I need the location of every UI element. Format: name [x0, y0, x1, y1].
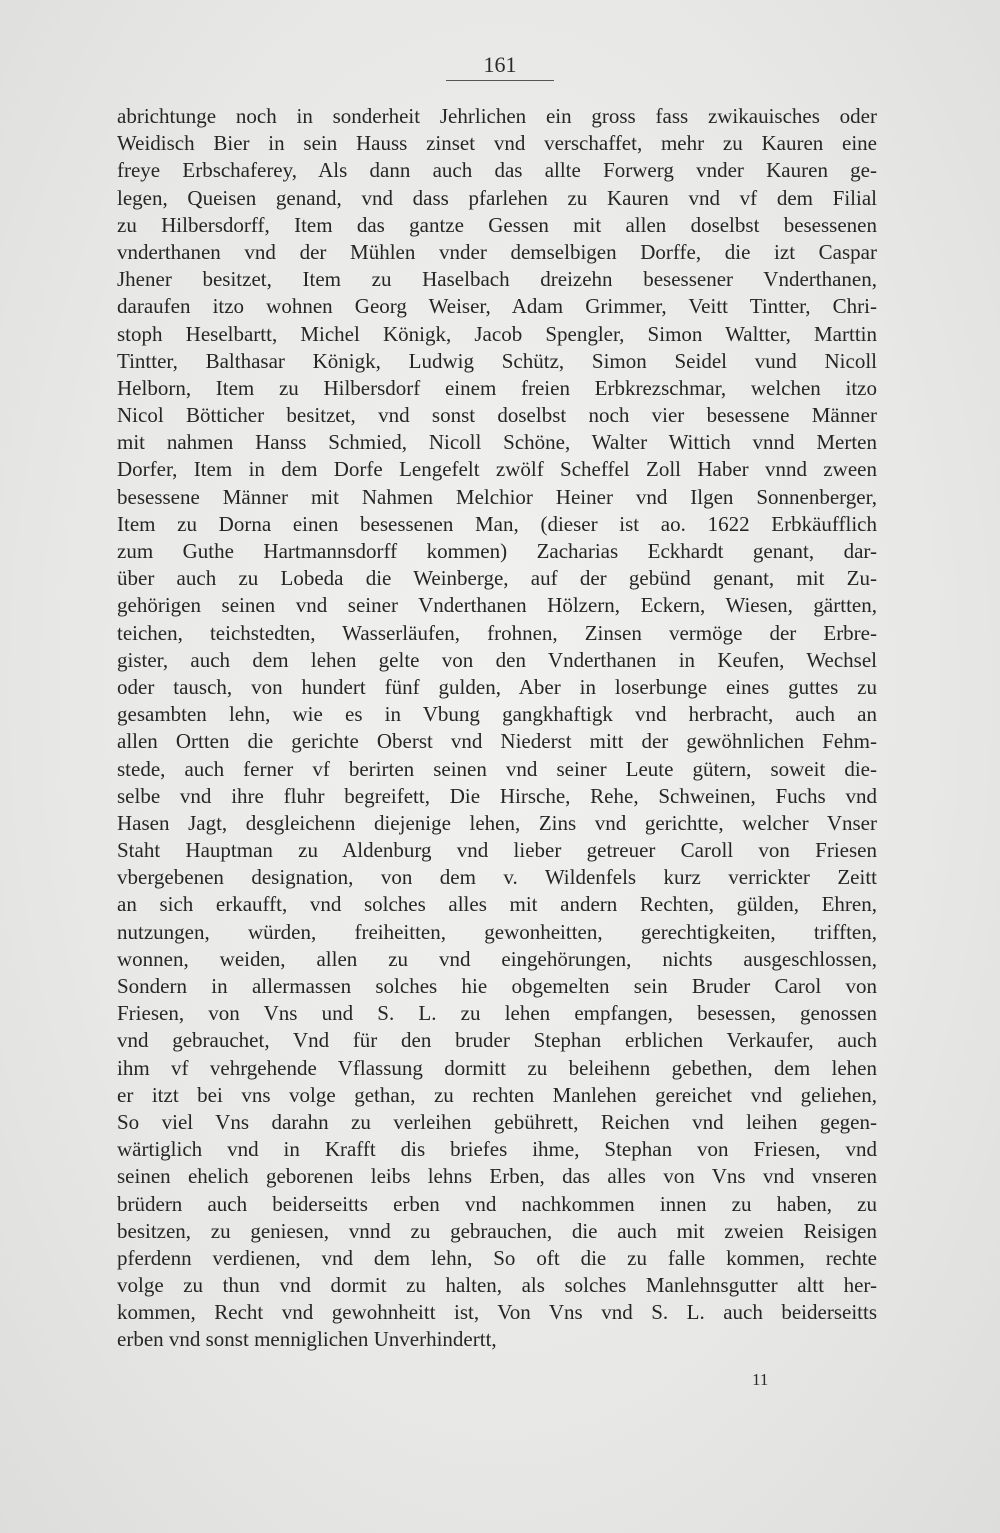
text-line: allen Ortten die gerichte Oberst vnd Niederst mitt der gewöhnlichen Fehm-	[117, 729, 877, 754]
text-line: Jhener besitzet, Item zu Haselbach dreizehn besessener Vnderthanen,	[117, 267, 877, 292]
text-line: daraufen itzo wohnen Georg Weiser, Adam Grimmer, Veitt Tintter, Chri-	[117, 294, 877, 319]
body-text	[117, 103, 877, 1354]
text-line: wonnen, weiden, allen zu vnd eingehörungen, nichts ausgeschlossen,	[117, 946, 877, 971]
text-line: zu Hilbersdorff, Item das gantze Gessen mit allen doselbst besessenen	[117, 212, 877, 237]
text-line: wärtiglich vnd in Krafft dis briefes ihme, Stephan von Friesen, vnd	[117, 1137, 877, 1162]
text-line: er itzt bei vns volge gethan, zu rechten Manlehen gereichet vnd geliehen,	[117, 1082, 877, 1107]
text-line: zum Guthe Hartmannsdorff kommen) Zacharias Eckhardt genant, dar-	[117, 539, 877, 563]
text-line: Tintter, Balthasar Königk, Ludwig Schütz, Simon Seidel vund Nicoll	[117, 348, 877, 373]
text-line: Dorfer, Item in dem Dorfe Lengefelt zwölf Scheffel Zoll Haber vnnd zween	[117, 457, 877, 482]
text-line: teichen, teichstedten, Wasserläufen, frohnen, Zinsen vermöge der Erbre-	[117, 620, 877, 645]
text-line: an sich erkaufft, vnd solches alles mit andern Rechten, gülden, Ehren,	[117, 892, 877, 917]
text-line: kommen, Recht vnd gewohnheitt ist, Von Vns vnd S. L. auch beiderseitts	[117, 1300, 877, 1325]
page-number: 161	[483, 52, 517, 77]
text-line: besitzen, zu geniesen, vnnd zu gebrauchen, die auch mit zweien Reisigen	[117, 1218, 877, 1243]
text-line: vnderthanen vnd der Mühlen vnder demselbigen Dorffe, die izt Caspar	[117, 239, 877, 264]
signature-mark: 11	[752, 1370, 769, 1389]
text-line: brüdern auch beiderseitts erben vnd nachkommen innen zu haben, zu	[117, 1191, 877, 1216]
text-line: mit nahmen Hanss Schmied, Nicoll Schöne, Walter Wittich vnnd Merten	[117, 430, 877, 455]
text-line: über auch zu Lobeda die Weinberge, auf der gebünd genant, mit Zu-	[117, 566, 877, 591]
text-line: Hasen Jagt, desgleichenn diejenige lehen, Zins vnd gerichtte, welcher Vnser	[117, 810, 877, 835]
text-line: vnd gebrauchet, Vnd für den bruder Stephan erblichen Verkaufer, auch	[117, 1028, 877, 1053]
text-line: besessene Männer mit Nahmen Melchior Heiner vnd Ilgen Sonnenberger,	[117, 484, 877, 509]
text-line: gister, auch dem lehen gelte von den Vnderthanen in Keufen, Wechsel	[117, 647, 877, 672]
text-line: Nicol Bötticher besitzet, vnd sonst doselbst noch vier besessene Männer	[117, 403, 877, 428]
text-line: oder tausch, von hundert fünf gulden, Aber in loserbunge eines guttes zu	[117, 674, 877, 699]
text-line: Item zu Dorna einen besessenen Man, (dieser ist ao. 1622 Erbkäufflich	[117, 511, 877, 536]
text-line: ihm vf vehrgehende Vflassung dormitt zu beleihenn gebethen, dem lehen	[117, 1055, 877, 1080]
text-line: pferdenn verdienen, vnd dem lehn, So oft die zu falle kommen, rechte	[117, 1245, 877, 1270]
text-line: freye Erbschaferey, Als dann auch das allte Forwerg vnder Kauren ge-	[117, 158, 877, 183]
text-line: legen, Queisen genand, vnd dass pfarlehen zu Kauren vnd vf dem Filial	[117, 185, 877, 210]
text-line: erben vnd sonst menniglichen Unverhindertt,	[117, 1327, 497, 1352]
text-line: Sondern in allermassen solches hie obgemelten sein Bruder Carol von	[117, 974, 877, 998]
header-rule	[446, 80, 554, 81]
text-line: volge zu thun vnd dormit zu halten, als solches Manlehnsgutter altt her-	[117, 1273, 877, 1298]
text-line: So viel Vns darahn zu verleihen gebührett, Reichen vnd leihen gegen-	[117, 1109, 877, 1134]
text-line: Friesen, von Vns und S. L. zu lehen empfangen, besessen, genossen	[117, 1001, 877, 1026]
text-line: seinen ehelich geborenen leibs lehns Erben, das alles von Vns vnd vnseren	[117, 1164, 877, 1189]
text-line: gesambten lehn, wie es in Vbung gangkhaftigk vnd herbracht, auch an	[117, 702, 877, 727]
text-line: abrichtunge noch in sonderheit Jehrlichen ein gross fass zwikauisches oder	[117, 104, 877, 128]
text-line: Staht Hauptman zu Aldenburg vnd lieber getreuer Caroll von Friesen	[117, 838, 877, 863]
text-line: vbergebenen designation, von dem v. Wildenfels kurz verrickter Zeitt	[117, 865, 877, 890]
text-line: selbe vnd ihre fluhr begreifett, Die Hirsche, Rehe, Schweinen, Fuchs vnd	[117, 783, 877, 808]
text-line: gehörigen seinen vnd seiner Vnderthanen Hölzern, Eckern, Wiesen, gärtten,	[117, 593, 877, 618]
text-line: nutzungen, würden, freiheitten, gewonheitten, gerechtigkeiten, trifften,	[117, 919, 877, 944]
text-line: Helborn, Item zu Hilbersdorf einem freien Erbkrezschmar, welchen itzo	[117, 375, 877, 400]
text-line: stoph Heselbartt, Michel Königk, Jacob Spengler, Simon Waltter, Marttin	[117, 321, 877, 346]
text-line: stede, auch ferner vf berirten seinen vnd seiner Leute gütern, soweit die-	[117, 756, 877, 781]
text-line: Weidisch Bier in sein Hauss zinset vnd verschaffet, mehr zu Kauren eine	[117, 131, 877, 156]
